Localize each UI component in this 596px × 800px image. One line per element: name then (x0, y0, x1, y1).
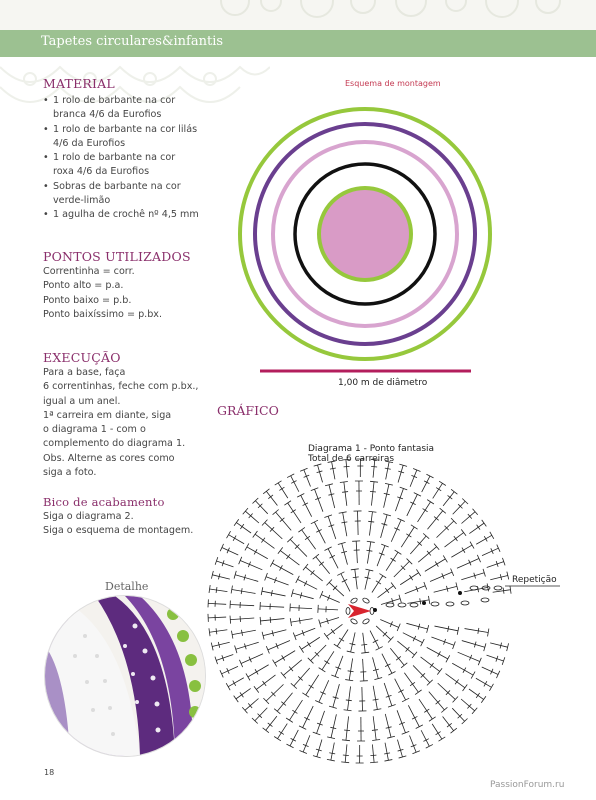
execucao-text: Para a base, faça 6 correntinhas, feche com p.bx., igual a um anel. 1ª carreira em diante, siga o diagrama 1 - com o complemento do diagrama 1. Obs. Alterne as cores como siga a foto. (43, 367, 199, 479)
esquema-measure: 1,00 m de diâmetro (338, 378, 428, 388)
pontos-text: Correntinha = corr. Ponto alto = p.a. Ponto baixo = p.b. Ponto baixíssimo = p.bx. (43, 266, 163, 320)
list-item: • 1 rolo de barbante na cor roxa 4/6 da Eurofios (43, 151, 199, 180)
detalhe-label: Detalhe (105, 580, 149, 593)
bico-heading: Bico de acabamento (43, 495, 165, 509)
diagram-subtitle: Total de 6 carreiras (308, 454, 395, 464)
top-lace-border (0, 0, 596, 30)
detalhe-photo (45, 596, 205, 756)
pontos-heading: PONTOS UTILIZADOS (43, 249, 191, 264)
watermark: PassionForum.ru (490, 780, 565, 790)
header-title: Tapetes circulares&infantis (41, 34, 224, 49)
esquema-title: Esquema de montagem (345, 79, 441, 88)
execucao-heading: EXECUÇÃO (43, 350, 121, 365)
list-item: • 1 rolo de barbante na cor branca 4/6 da Eurofios (43, 94, 199, 123)
list-item: • Sobras de barbante na cor verde-limão (43, 180, 199, 209)
page-number: 18 (44, 768, 55, 777)
material-list (43, 94, 199, 223)
repeat-label: Repetição (512, 575, 557, 585)
list-item: • 1 rolo de barbante na cor lilás 4/6 da Eurofios (43, 123, 199, 152)
grafico-heading: GRÁFICO (217, 403, 279, 418)
material-heading: MATERIAL (43, 76, 115, 91)
bico-text: Siga o diagrama 2. Siga o esquema de montagem. (43, 511, 194, 537)
diagram-title: Diagrama 1 - Ponto fantasia (308, 444, 435, 454)
list-item: • 1 agulha de crochê nº 4,5 mm (43, 208, 199, 222)
detalhe-photo-illustration (45, 596, 205, 756)
